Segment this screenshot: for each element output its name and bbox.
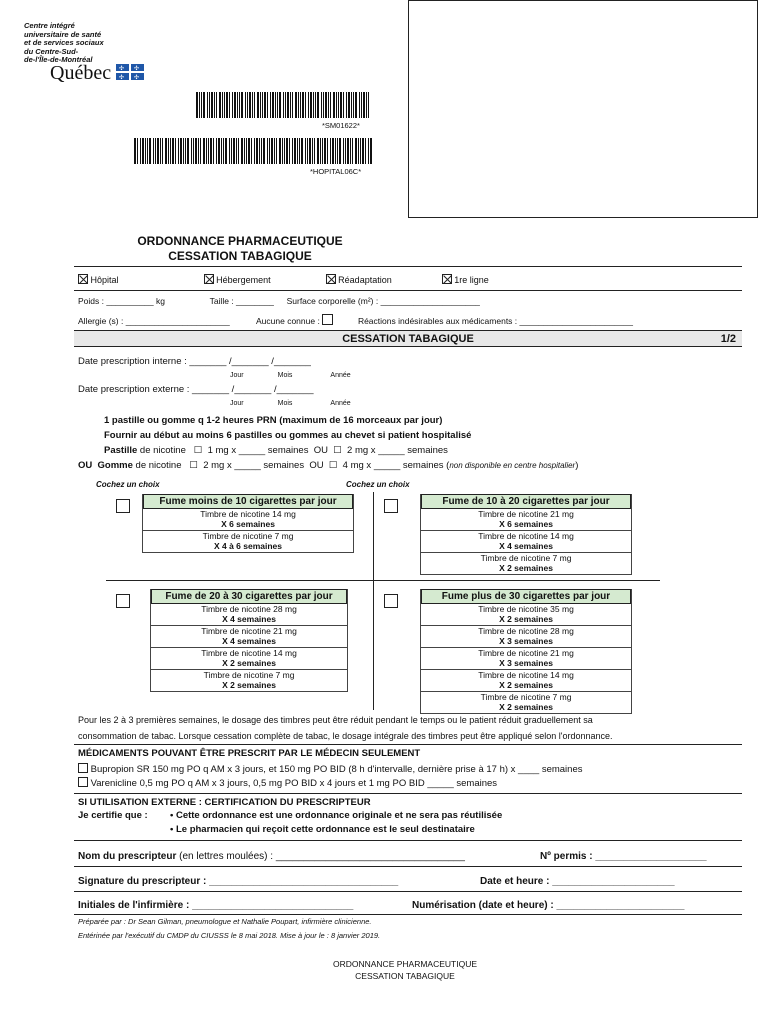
quebec-flag-icon <box>114 62 148 82</box>
svg-text:✣: ✣ <box>133 66 139 72</box>
checkbox-readaptation[interactable] <box>326 274 336 284</box>
patch-group-1: Fume moins de 10 cigarettes par jour Timbre de nicotine 14 mg X 6 semaines Timbre de nicotine 7 mg X 4 à 6 semaines <box>142 494 354 553</box>
section-header: CESSATION TABAGIQUE 1/2 <box>74 330 742 347</box>
certify-1: • Cette ordonnance est une ordonnance originale et ne sera pas réutilisée <box>170 810 503 821</box>
checkbox-hopital[interactable] <box>78 274 88 284</box>
lozenge-row[interactable]: Pastille de nicotine ☐ 1 mg x _____ semaines OU ☐ 2 mg x _____ semaines <box>104 445 448 456</box>
quebec-logo: Québec ✣ ✣ ✣ ✣ <box>50 62 148 85</box>
svg-text:✣: ✣ <box>133 75 139 81</box>
bupropion-row[interactable]: Bupropion SR 150 mg PO q AM x 3 jours, et 150 mg PO BID (8 h d'intervalle, dernière prise à 17 h) x ____ semaines <box>78 763 582 775</box>
external-title: SI UTILISATION EXTERNE : CERTIFICATION DU PRESCRIPTEUR <box>78 797 371 808</box>
patch-group-4: Fume plus de 30 cigarettes par jour Timbre de nicotine 35 mg X 2 semaines Timbre de nicotine 28 mg X 3 semaines Timbre de nicotine 21 mg X 3 semaines Timbre de nicotine 14 mg X 2 semaines Timbre de nicotine 7 mg X 2 semaines <box>420 589 632 714</box>
checkbox-premiere-ligne[interactable] <box>442 274 452 284</box>
patch-choice-2[interactable] <box>384 499 398 513</box>
allergy-row: Allergie (s) : ______________________ Aucune connue : Réactions indésirables aux médicaments : ________________________ <box>78 316 633 326</box>
prescriber-signature[interactable]: Signature du prescripteur : __________________________________ <box>78 876 399 887</box>
prescriber-name[interactable]: Nom du prescripteur (en lettres moulées) : __________________________________ <box>78 851 465 862</box>
checkbox-no-allergy[interactable] <box>322 314 333 325</box>
taper-note-2: consommation de tabac. Lorsque cessation complète de tabac, le dosage intégrale des timbres peut être appliqué selon l'ordonnance. <box>78 731 613 741</box>
approved-by: Entérinée par l'exécutif du CMDP du CIUSSS le 8 mai 2018. Mise à jour le : 8 janvier 2019. <box>78 931 381 940</box>
md-only-title: MÉDICAMENTS POUVANT ÊTRE PRESCRIT PAR LE MÉDECIN SEULEMENT <box>78 748 421 759</box>
patch-group-2: Fume de 10 à 20 cigarettes par jour Timbre de nicotine 21 mg X 6 semaines Timbre de nicotine 14 mg X 4 semaines Timbre de nicotine 7 mg X 2 semaines <box>420 494 632 575</box>
patient-label-box <box>408 0 758 218</box>
date-external[interactable]: Date prescription externe : _______ /_______ /_______ <box>78 384 314 395</box>
patch-choice-1[interactable] <box>116 499 130 513</box>
varenicline-row[interactable]: Varenicline 0,5 mg PO q AM x 3 jours, 0,5 mg PO BID x 4 jours et 1 mg PO BID _____ semaines <box>78 777 497 789</box>
permit-number[interactable]: Nº permis : ____________________ <box>540 851 707 862</box>
barcode-1-label: *SM01622* <box>322 121 360 130</box>
measures-row: Poids : __________ kg Taille : ________ Surface corporelle (m²) : _____________________ <box>78 296 480 306</box>
certify-label: Je certifie que : <box>78 810 148 821</box>
patch-group-3: Fume de 20 à 30 cigarettes par jour Timbre de nicotine 28 mg X 4 semaines Timbre de nicotine 21 mg X 4 semaines Timbre de nicotine 14 mg X 2 semaines Timbre de nicotine 7 mg X 2 semaines <box>150 589 348 692</box>
svg-text:✣: ✣ <box>118 75 124 81</box>
gum-line-1: 1 pastille ou gomme q 1-2 heures PRN (maximum de 16 morceaux par jour) <box>104 415 443 426</box>
gum-row[interactable]: OU Gomme de nicotine ☐ 2 mg x _____ semaines OU ☐ 4 mg x _____ semaines (non disponible en centre hospitalier) <box>78 460 579 471</box>
footer-title: ORDONNANCE PHARMACEUTIQUE CESSATION TABAGIQUE <box>332 959 478 981</box>
patch-choice-4[interactable] <box>384 594 398 608</box>
prepared-by: Préparée par : Dr Sean Gilman, pneumologue et Nathalie Poupart, infirmière clinicienne. <box>78 917 372 926</box>
certify-2: • Le pharmacien qui reçoit cette ordonnance est le seul destinataire <box>170 824 475 835</box>
date-external-labels: Jour Mois Année <box>230 400 351 407</box>
nurse-initials[interactable]: Initiales de l'infirmière : _____________________________ <box>78 900 354 911</box>
institution-name: Centre intégré universitaire de santé et de services sociaux du Centre-Sud- de-l'Île-de-Montréal <box>24 21 104 64</box>
svg-text:✣: ✣ <box>118 66 124 72</box>
form-title: ORDONNANCE PHARMACEUTIQUE CESSATION TABAGIQUE <box>137 234 343 263</box>
gum-line-2: Fournir au début au moins 6 pastilles ou gommes au chevet si patient hospitalisé <box>104 430 472 441</box>
barcode-1 <box>196 92 374 118</box>
check-one-left: Cochez un choix <box>96 480 160 489</box>
barcode-2 <box>134 138 374 164</box>
settings-row: Hôpital Hébergement Réadaptation 1re ligne <box>78 274 489 285</box>
date-internal[interactable]: Date prescription interne : _______ /_______ /_______ <box>78 356 311 367</box>
patch-choice-3[interactable] <box>116 594 130 608</box>
date-time[interactable]: Date et heure : ______________________ <box>480 876 675 887</box>
check-one-right: Cochez un choix <box>346 480 410 489</box>
date-internal-labels: Jour Mois Année <box>230 372 351 379</box>
taper-note-1: Pour les 2 à 3 premières semaines, le dosage des timbres peut être réduit pendant le temps ou le patient réduit graduellement sa <box>78 715 593 725</box>
barcode-2-label: *HOPITAL06C* <box>310 167 362 176</box>
checkbox-hebergement[interactable] <box>204 274 214 284</box>
scan-datetime[interactable]: Numérisation (date et heure) : _______________________ <box>412 900 685 911</box>
